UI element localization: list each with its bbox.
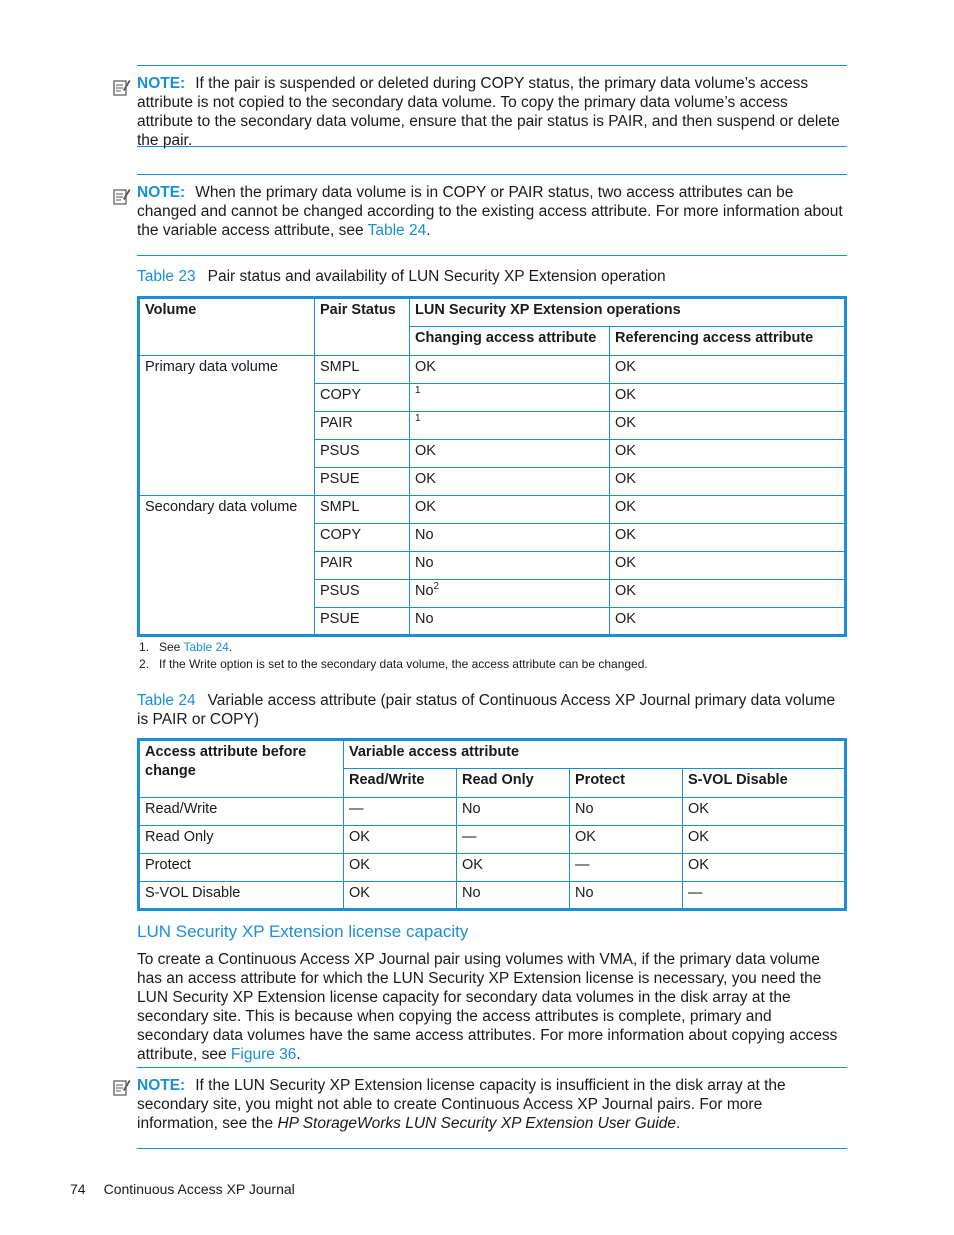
header-pair-status: Pair Status (315, 298, 410, 356)
attribute-label-cell: Protect (139, 854, 344, 882)
attribute-value-cell: OK (344, 882, 457, 910)
footnote-ref: 1 (415, 413, 421, 425)
table-23-caption (137, 267, 847, 286)
attribute-value-cell: No (570, 798, 683, 826)
attribute-value-cell: OK (344, 854, 457, 882)
referencing-cell: OK (610, 440, 846, 468)
note-text: If the LUN Security XP Extension license capacity is insufficient in the disk array at the secondary site, you might not able to create Continuous Access XP Journal pairs. For more information, see the (137, 1077, 786, 1132)
attribute-value-cell: OK (683, 798, 846, 826)
page-footer (70, 1180, 295, 1199)
changing-cell (410, 552, 610, 580)
referencing-cell: OK (610, 580, 846, 608)
note-icon (113, 1078, 131, 1096)
attribute-label-cell: S-VOL Disable (139, 882, 344, 910)
header-variable: Variable access attribute (344, 740, 846, 769)
pair-status-cell: COPY (315, 384, 410, 412)
attribute-label-cell: Read Only (139, 826, 344, 854)
footer-title: Continuous Access XP Journal (103, 1181, 295, 1197)
table-row (139, 826, 846, 854)
referencing-cell: OK (610, 608, 846, 636)
attribute-value-cell: No (457, 882, 570, 910)
footnote-text-end: . (228, 640, 233, 654)
changing-cell (410, 524, 610, 552)
referencing-cell: OK (610, 412, 846, 440)
note-copy-status (137, 65, 847, 147)
changing-value: No (415, 583, 434, 599)
changing-value: No (415, 611, 434, 627)
note-label: NOTE: (137, 184, 186, 201)
changing-value: No (415, 527, 434, 543)
table-row (139, 356, 846, 384)
footnote-table-24-link[interactable]: Table 24 (183, 640, 229, 654)
note-label: NOTE: (137, 1077, 186, 1094)
header-changing: Changing access attribute (410, 327, 610, 356)
attribute-value-cell: — (344, 798, 457, 826)
table-row (139, 798, 846, 826)
footnote-number: 2. (139, 657, 150, 671)
table-24 (137, 738, 847, 911)
paragraph-text-end: . (296, 1046, 301, 1063)
referencing-cell: OK (610, 384, 846, 412)
changing-cell (410, 440, 610, 468)
changing-value: OK (415, 471, 436, 487)
note-label: NOTE: (137, 75, 186, 92)
section-paragraph (137, 950, 847, 1064)
attribute-value-cell: OK (570, 826, 683, 854)
attribute-label-cell: Read/Write (139, 798, 344, 826)
header-volume: Volume (139, 298, 315, 356)
header-col: Read Only (457, 769, 570, 798)
referencing-cell: OK (610, 552, 846, 580)
referencing-cell: OK (610, 496, 846, 524)
table-row (139, 882, 846, 910)
note-text: When the primary data volume is in COPY or PAIR status, two access attributes can be changed and cannot be changed according to the existing access attribute. For more information about the variable access attribute, see (137, 184, 843, 239)
header-col: S-VOL Disable (683, 769, 846, 798)
pair-status-cell: PSUS (315, 440, 410, 468)
attribute-value-cell: OK (683, 826, 846, 854)
changing-cell (410, 412, 610, 440)
attribute-value-cell: — (570, 854, 683, 882)
changing-value: OK (415, 499, 436, 515)
changing-value: OK (415, 359, 436, 375)
note-text-end: . (426, 222, 431, 239)
user-guide-title: HP StorageWorks LUN Security XP Extension User Guide (277, 1115, 677, 1132)
header-referencing: Referencing access attribute (610, 327, 846, 356)
pair-status-cell: SMPL (315, 496, 410, 524)
changing-cell (410, 468, 610, 496)
header-col: Read/Write (344, 769, 457, 798)
paragraph-text: To create a Continuous Access XP Journal pair using volumes with VMA, if the primary data volume has an access attribute for which the LUN Security XP Extension license is necessary, you need the LUN Security XP Extension license capacity for secondary data volumes in the disk array at the secondary site. This is because when copying the access attributes is complete, primary and secondary data volumes have the same access attributes. For more information about copying access attribute, see (137, 951, 838, 1063)
volume-cell: Secondary data volume (139, 496, 315, 636)
section-heading: LUN Security XP Extension license capacity (137, 922, 469, 941)
table-24-caption (137, 691, 847, 729)
changing-value: No (415, 555, 434, 571)
changing-cell (410, 356, 610, 384)
note-license-capacity (137, 1067, 847, 1149)
note-text: If the pair is suspended or deleted during COPY status, the primary data volume’s access attribute is not copied to the secondary data volume. To copy the primary data volume’s access attribute to the secondary data volume, ensure that the pair status is PAIR, and then suspend or delete the pair. (137, 75, 840, 149)
footnote-text: If the Write option is set to the secondary data volume, the access attribute can be changed. (159, 657, 648, 671)
note-icon (113, 78, 131, 96)
pair-status-cell: COPY (315, 524, 410, 552)
referencing-cell: OK (610, 468, 846, 496)
volume-cell: Primary data volume (139, 356, 315, 496)
header-operations: LUN Security XP Extension operations (410, 298, 846, 327)
pair-status-cell: SMPL (315, 356, 410, 384)
referencing-cell: OK (610, 524, 846, 552)
changing-cell (410, 608, 610, 636)
note-icon (113, 187, 131, 205)
footnote-2 (139, 656, 648, 672)
changing-cell (410, 496, 610, 524)
header-before-change: Access attribute before change (139, 740, 344, 798)
note-text-end: . (676, 1115, 681, 1132)
attribute-value-cell: OK (344, 826, 457, 854)
footnote-1 (139, 639, 232, 655)
changing-cell (410, 384, 610, 412)
table-caption-text: Variable access attribute (pair status of Continuous Access XP Journal primary data volume is PAIR or COPY) (137, 692, 836, 728)
attribute-value-cell: No (570, 882, 683, 910)
attribute-value-cell: OK (457, 854, 570, 882)
table-number: Table 24 (137, 692, 196, 709)
footnote-ref: 1 (415, 385, 421, 397)
pair-status-cell: PSUE (315, 608, 410, 636)
footnote-ref: 2 (433, 581, 440, 593)
table-row (139, 854, 846, 882)
table-23 (137, 296, 847, 637)
figure-36-link[interactable]: Figure 36 (230, 1046, 297, 1063)
footnote-number: 1. (139, 640, 150, 654)
referencing-cell: OK (610, 356, 846, 384)
attribute-value-cell: — (683, 882, 846, 910)
page-number: 74 (70, 1181, 86, 1197)
footnote-text: See (159, 640, 184, 654)
table-number: Table 23 (137, 268, 196, 285)
header-col: Protect (570, 769, 683, 798)
table-row (139, 496, 846, 524)
pair-status-cell: PSUE (315, 468, 410, 496)
attribute-value-cell: OK (683, 854, 846, 882)
attribute-value-cell: No (457, 798, 570, 826)
note-access-attributes (137, 174, 847, 256)
table-24-link[interactable]: Table 24 (367, 222, 427, 239)
pair-status-cell: PAIR (315, 412, 410, 440)
changing-value: OK (415, 443, 436, 459)
pair-status-cell: PSUS (315, 580, 410, 608)
table-caption-text: Pair status and availability of LUN Security XP Extension operation (207, 268, 666, 285)
pair-status-cell: PAIR (315, 552, 410, 580)
attribute-value-cell: — (457, 826, 570, 854)
changing-cell (410, 580, 610, 608)
